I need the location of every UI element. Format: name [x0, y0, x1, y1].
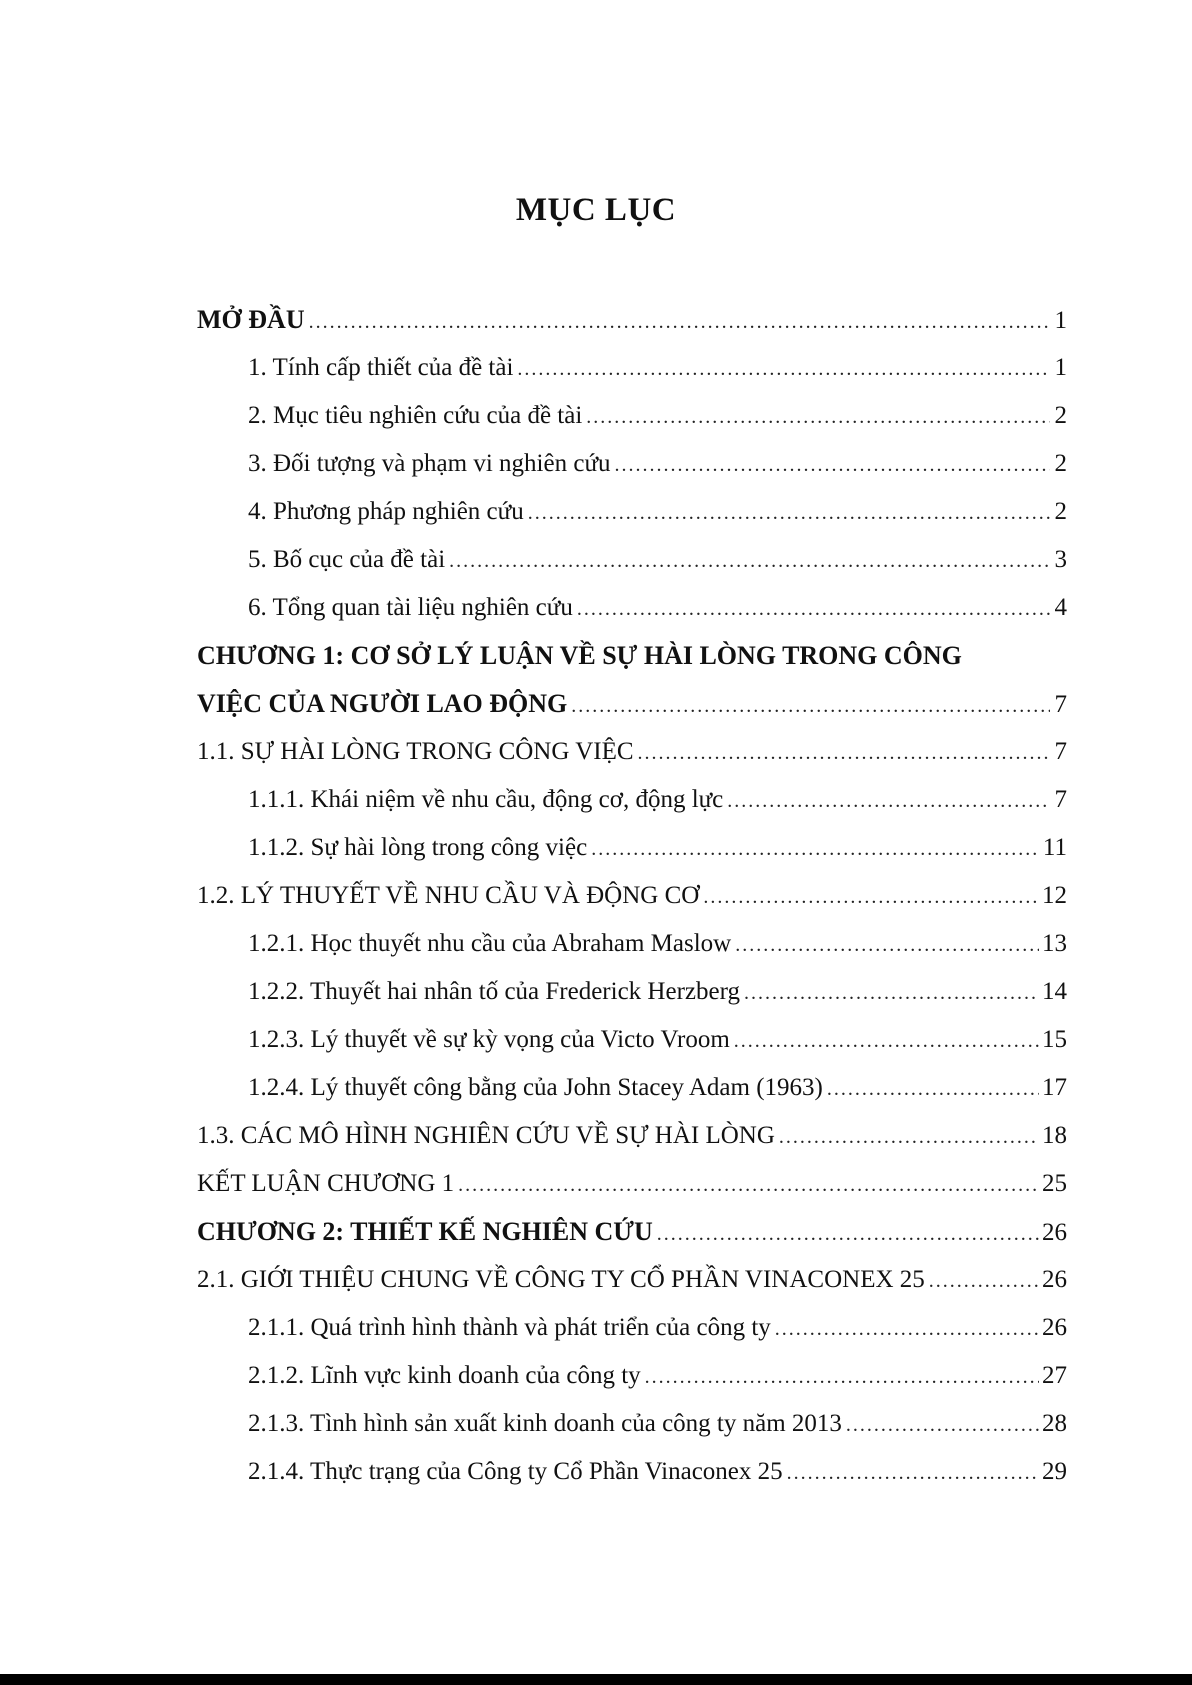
toc-entry[interactable]: [197, 632, 1067, 680]
toc-dot-leader: [775, 1305, 1039, 1353]
toc-page-number: 7: [1054, 691, 1067, 718]
toc-page-number: 18: [1042, 1122, 1067, 1149]
toc-entry-title: KẾT LUẬN CHƯƠNG 1: [197, 1170, 455, 1197]
toc-entry[interactable]: [197, 1448, 1067, 1496]
toc-entry[interactable]: [197, 584, 1067, 632]
toc-page-number: 27: [1042, 1362, 1067, 1389]
toc-entry-title: 2. Mục tiêu nghiên cứu của đề tài: [248, 402, 583, 429]
toc-entry[interactable]: [197, 872, 1067, 920]
toc-page-number: 1: [1054, 354, 1067, 381]
toc-entry[interactable]: [197, 1160, 1067, 1208]
toc-entry-title: 4. Phương pháp nghiên cứu: [248, 498, 524, 525]
table-of-contents: [197, 296, 1067, 1496]
toc-page-number: 15: [1042, 1026, 1067, 1053]
toc-dot-leader: [735, 921, 1039, 969]
toc-dot-leader: [577, 585, 1050, 633]
toc-entry-title: 1. Tính cấp thiết của đề tài: [248, 354, 514, 381]
toc-page-number: 2: [1054, 402, 1067, 429]
toc-dot-leader: [744, 969, 1039, 1017]
toc-entry[interactable]: [197, 344, 1067, 392]
toc-page-number: 29: [1042, 1458, 1067, 1485]
toc-entry-title: 3. Đối tượng và phạm vi nghiên cứu: [248, 450, 611, 477]
toc-dot-leader: [703, 873, 1039, 921]
toc-page-number: 12: [1042, 882, 1067, 909]
toc-entry-title: MỞ ĐẦU: [197, 305, 305, 334]
toc-entry[interactable]: [197, 680, 1067, 728]
toc-page-number: 14: [1042, 978, 1067, 1005]
toc-entry[interactable]: [197, 1256, 1067, 1304]
toc-entry[interactable]: [197, 1064, 1067, 1112]
toc-entry-title: CHƯƠNG 1: CƠ SỞ LÝ LUẬN VỀ SỰ HÀI LÒNG TRONG CÔNG: [197, 641, 962, 670]
toc-dot-leader: [787, 1449, 1039, 1497]
page-title-text: MỤC LỤC: [515, 192, 677, 228]
toc-page-number: 7: [1054, 786, 1067, 813]
toc-entry[interactable]: [197, 440, 1067, 488]
toc-entry-title: 6. Tổng quan tài liệu nghiên cứu: [248, 594, 573, 621]
toc-dot-leader: [779, 1113, 1039, 1161]
toc-entry[interactable]: [197, 488, 1067, 536]
toc-entry-title: 2.1.2. Lĩnh vực kinh doanh của công ty: [248, 1362, 641, 1389]
toc-page-number: 2: [1054, 498, 1067, 525]
toc-entry[interactable]: [197, 824, 1067, 872]
toc-entry-title: 1.2.2. Thuyết hai nhân tố của Frederick Herzberg: [248, 978, 740, 1005]
toc-page-number: 17: [1042, 1074, 1067, 1101]
toc-page-number: 2: [1054, 450, 1067, 477]
toc-dot-leader: [586, 393, 1050, 441]
toc-entry-title: 5. Bố cục của đề tài: [248, 546, 446, 573]
toc-entry-title: CHƯƠNG 2: THIẾT KẾ NGHIÊN CỨU: [197, 1217, 653, 1246]
toc-entry[interactable]: [197, 1112, 1067, 1160]
toc-entry-title: 2.1.4. Thực trạng của Công ty Cổ Phần Vinaconex 25: [248, 1458, 783, 1485]
toc-entry-title: 1.3. CÁC MÔ HÌNH NGHIÊN CỨU VỀ SỰ HÀI LÒNG: [197, 1122, 775, 1149]
toc-entry[interactable]: [197, 392, 1067, 440]
toc-page-number: 1: [1054, 307, 1067, 334]
toc-dot-leader: [734, 1017, 1039, 1065]
toc-entry[interactable]: [197, 728, 1067, 776]
toc-page-number: 25: [1042, 1170, 1067, 1197]
toc-page-number: 13: [1042, 930, 1067, 957]
toc-dot-leader: [309, 298, 1050, 346]
toc-entry[interactable]: [197, 968, 1067, 1016]
toc-entry-title: VIỆC CỦA NGƯỜI LAO ĐỘNG: [197, 689, 568, 718]
toc-page-number: 26: [1042, 1219, 1067, 1246]
toc-entry[interactable]: [197, 776, 1067, 824]
page-title: [0, 192, 1192, 229]
toc-dot-leader: [638, 729, 1050, 777]
toc-dot-leader: [657, 1210, 1039, 1258]
toc-dot-leader: [929, 1257, 1039, 1305]
toc-entry[interactable]: [197, 536, 1067, 584]
toc-entry-title: 1.2.4. Lý thuyết công bằng của John Stacey Adam (1963): [248, 1074, 823, 1101]
toc-entry[interactable]: [197, 296, 1067, 344]
toc-entry-title: 1.1.2. Sự hài lòng trong công việc: [248, 834, 588, 861]
toc-dot-leader: [458, 1161, 1039, 1209]
toc-dot-leader: [827, 1065, 1039, 1113]
toc-dot-leader: [528, 489, 1050, 537]
toc-entry[interactable]: [197, 1208, 1067, 1256]
toc-dot-leader: [727, 777, 1050, 825]
toc-page-number: 3: [1054, 546, 1067, 573]
toc-dot-leader: [571, 682, 1050, 730]
toc-dot-leader: [846, 1401, 1039, 1449]
toc-entry-title: 2.1.1. Quá trình hình thành và phát triển của công ty: [248, 1314, 771, 1341]
toc-dot-leader: [517, 345, 1050, 393]
bottom-border: [0, 1674, 1192, 1685]
toc-entry-title: 2.1.3. Tình hình sản xuất kinh doanh của công ty năm 2013: [248, 1410, 842, 1437]
toc-entry-title: 1.2.1. Học thuyết nhu cầu của Abraham Maslow: [248, 930, 732, 957]
toc-page-number: 28: [1042, 1410, 1067, 1437]
toc-dot-leader: [615, 441, 1051, 489]
toc-page-number: 4: [1054, 594, 1067, 621]
toc-entry-title: 1.2.3. Lý thuyết về sự kỳ vọng của Victo Vroom: [248, 1026, 730, 1053]
toc-dot-leader: [591, 825, 1040, 873]
toc-entry[interactable]: [197, 1352, 1067, 1400]
toc-entry-title: 2.1. GIỚI THIỆU CHUNG VỀ CÔNG TY CỔ PHẦN VINACONEX 25: [197, 1266, 925, 1293]
toc-page-number: 26: [1042, 1314, 1067, 1341]
toc-dot-leader: [645, 1353, 1039, 1401]
toc-entry[interactable]: [197, 1016, 1067, 1064]
toc-dot-leader: [449, 537, 1050, 585]
toc-entry-title: 1.1.1. Khái niệm về nhu cầu, động cơ, động lực: [248, 786, 724, 813]
toc-page-number: 7: [1054, 738, 1067, 765]
toc-page-number: 26: [1042, 1266, 1067, 1293]
toc-entry[interactable]: [197, 920, 1067, 968]
toc-entry-title: 1.2. LÝ THUYẾT VỀ NHU CẦU VÀ ĐỘNG CƠ: [197, 882, 700, 909]
toc-page-number: 11: [1042, 834, 1067, 861]
toc-entry[interactable]: [197, 1400, 1067, 1448]
toc-entry-title: 1.1. SỰ HÀI LÒNG TRONG CÔNG VIỆC: [197, 738, 634, 765]
toc-entry[interactable]: [197, 1304, 1067, 1352]
